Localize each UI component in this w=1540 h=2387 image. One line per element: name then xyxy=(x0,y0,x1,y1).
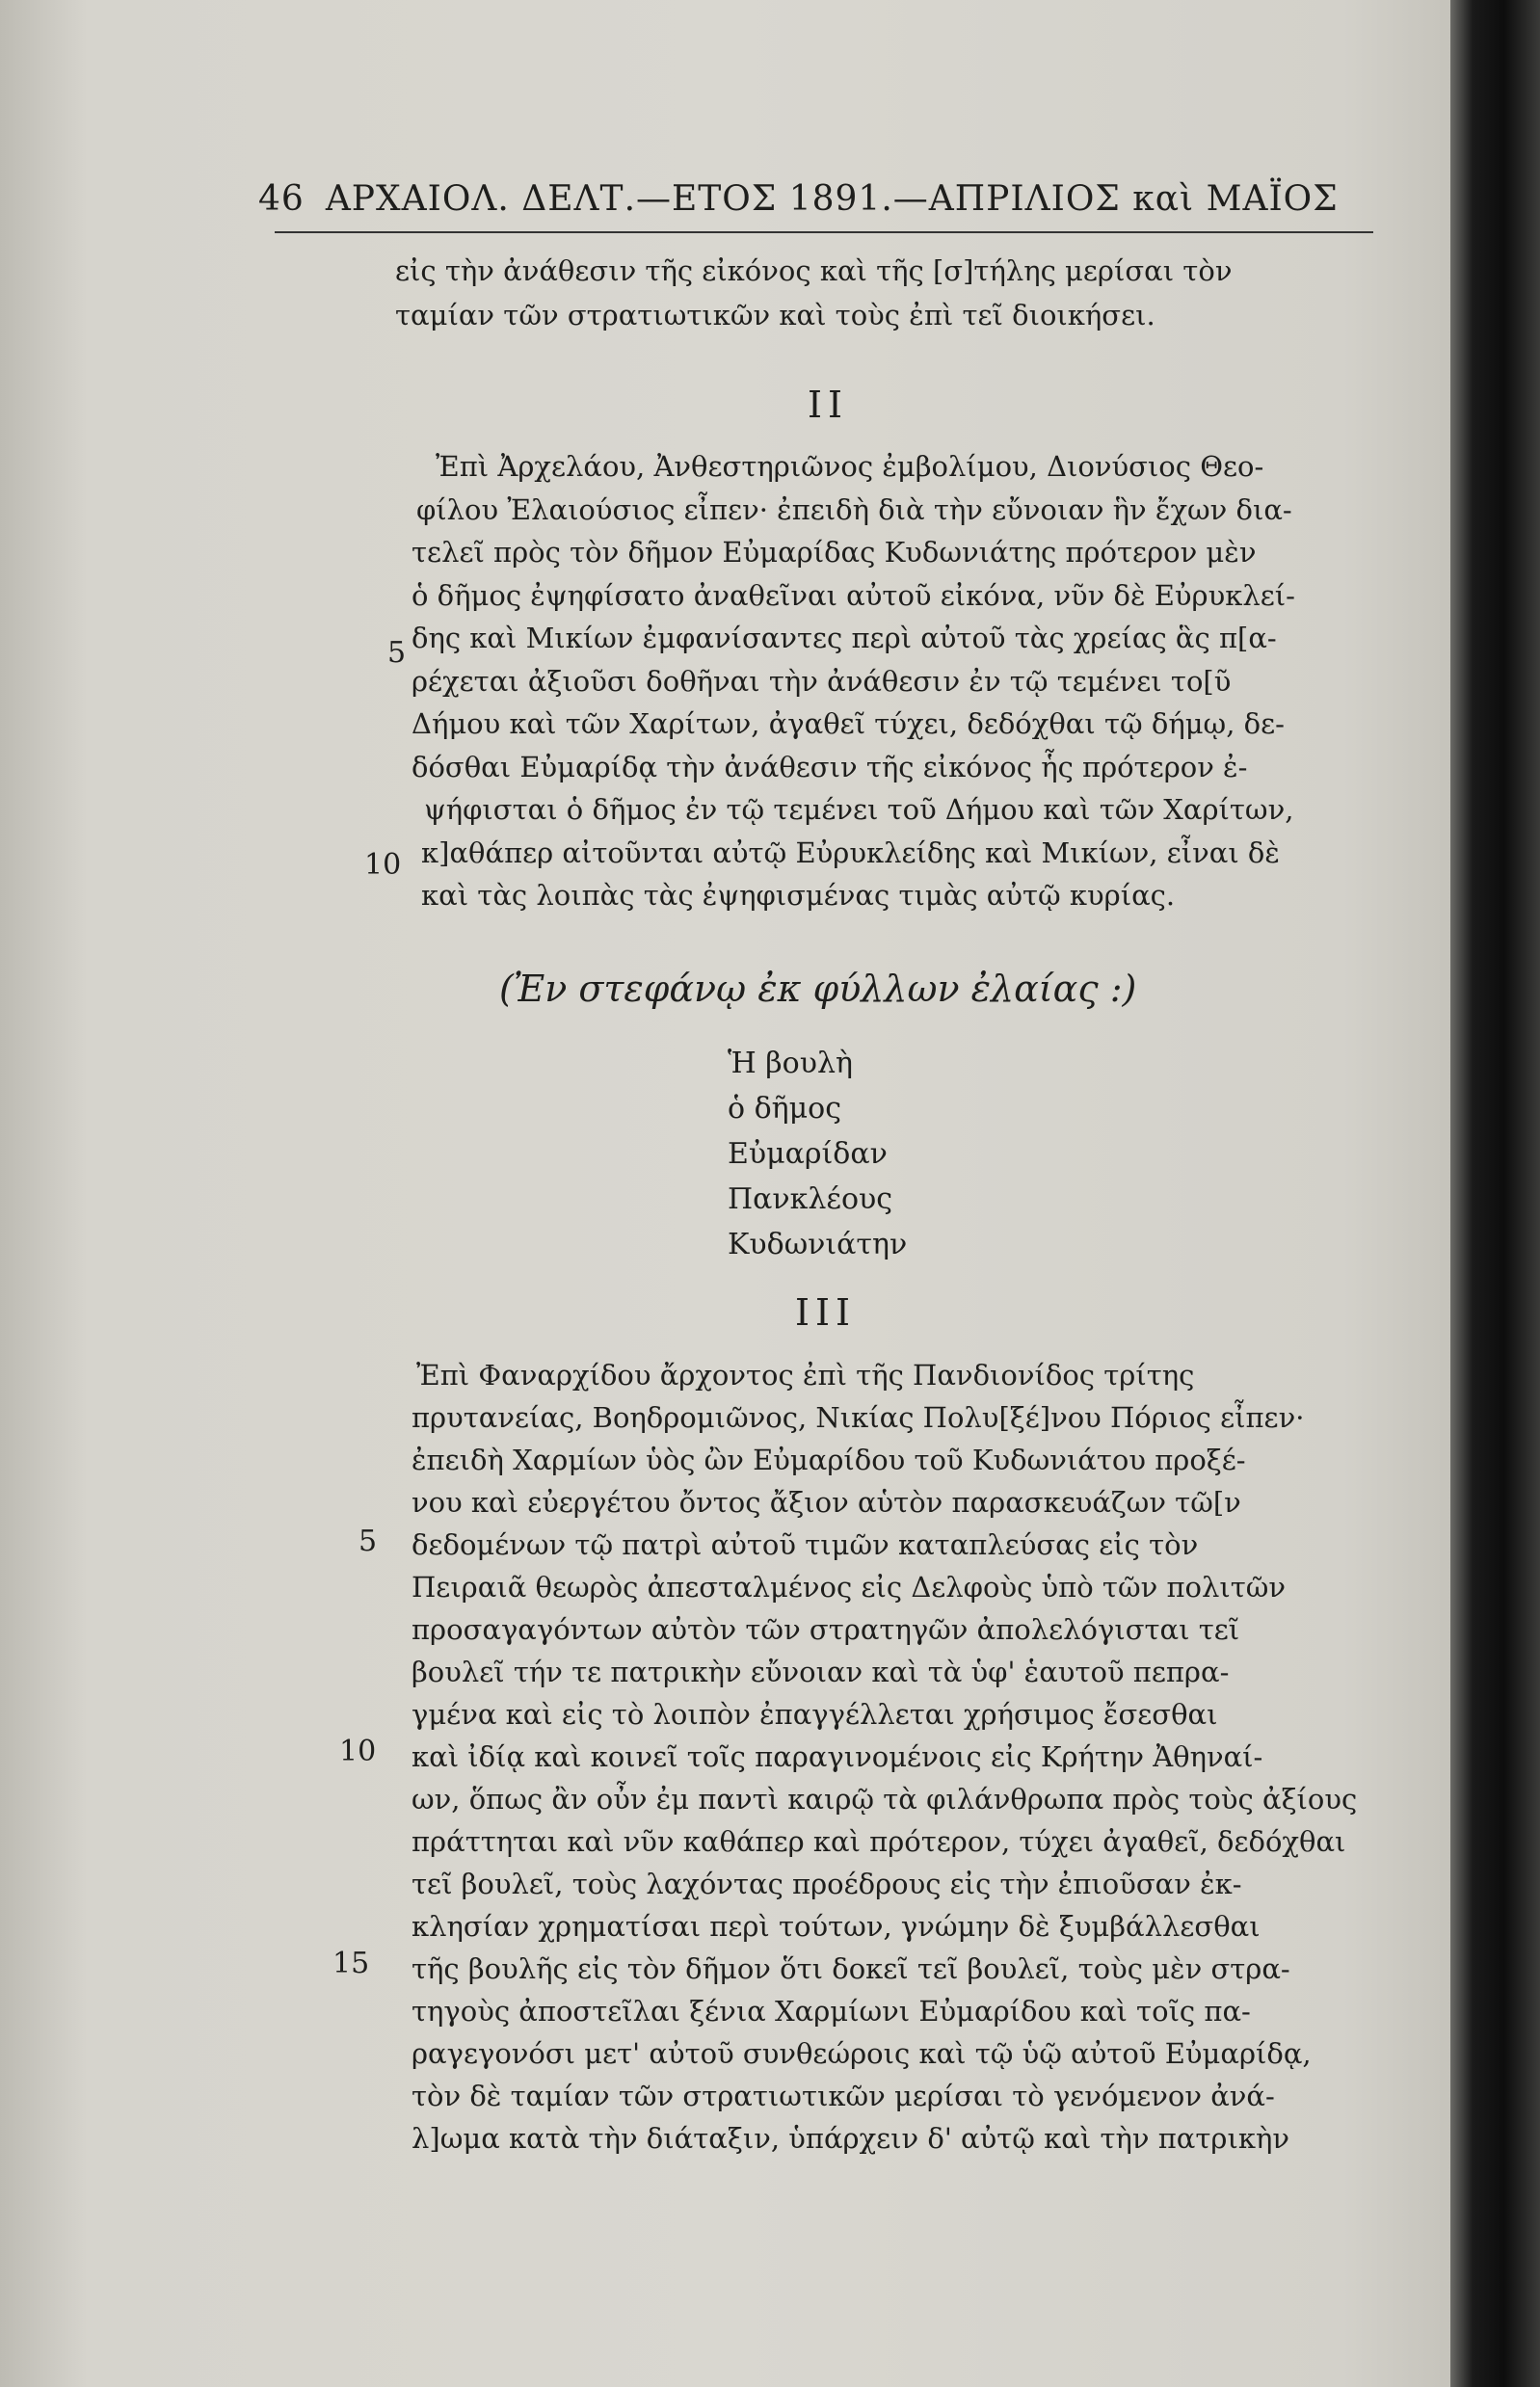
section-iii-text xyxy=(412,1354,1380,2160)
header-rule xyxy=(275,231,1373,233)
text-line: Ἐπὶ Ἀρχελάου, Ἀνθεστηριῶνος ἐμβολίμου, Διονύσιος Θεο- xyxy=(436,450,1264,483)
wreath-line: ὁ δῆμος xyxy=(728,1092,841,1126)
text-line: νου καὶ εὐεργέτου ὄντος ἄξιον αὑτὸν παρασκευάζων τῶ[ν xyxy=(412,1486,1241,1519)
text-line: τελεῖ πρὸς τὸν δῆμον Εὐμαρίδας Κυδωνιάτης πρότερον μὲν xyxy=(412,536,1257,569)
page-number: 46 xyxy=(258,179,305,219)
text-line: πρυτανείας, Βοηδρομιῶνος, Νικίας Πολυ[ξέ]νου Πόριος εἶπεν· xyxy=(412,1401,1305,1434)
text-line: ταμίαν τῶν στρατιωτικῶν καὶ τοὺς ἐπὶ τεῖ διοικήσει. xyxy=(395,299,1155,332)
text-line: δόσθαι Εὐμαρίδᾳ τὴν ἀνάθεσιν τῆς εἰκόνος ἧς πρότερον ἐ- xyxy=(412,750,1248,783)
text-line: δεδομένων τῷ πατρὶ αὐτοῦ τιμῶν καταπλεύσας εἰς τὸν xyxy=(412,1528,1199,1561)
wreath-line: Κυδωνιάτην xyxy=(728,1228,908,1261)
line-number: 10 xyxy=(364,848,402,882)
wreath-inscription xyxy=(728,1041,907,1267)
text-line: προσαγαγόντων αὐτὸν τῶν στρατηγῶν ἀπολελόγισται τεῖ xyxy=(412,1613,1240,1646)
section-ii-text xyxy=(412,445,1332,917)
running-title: ΑΡΧΑΙΟΛ. ΔΕΛΤ.—ΕΤΟΣ 1891.—ΑΠΡΙΛΙΟΣ καὶ ΜΑΪΟΣ xyxy=(325,179,1339,219)
text-line: Ἐπὶ Φαναρχίδου ἄρχοντος ἐπὶ τῆς Πανδιονίδος τρίτης xyxy=(416,1359,1195,1392)
text-line: ρέχεται ἀξιοῦσι δοθῆναι τὴν ἀνάθεσιν ἐν τῷ τεμένει το[ῦ xyxy=(412,664,1232,698)
intro-text xyxy=(395,249,1232,337)
text-line: τῆς βουλῆς εἰς τὸν δῆμον ὅτι δοκεῖ τεῖ βουλεῖ, τοὺς μὲν στρα- xyxy=(412,1952,1290,1985)
text-line: πράττηται καὶ νῦν καθάπερ καὶ πρότερον, τύχει ἀγαθεῖ, δεδόχθαι xyxy=(412,1825,1346,1858)
line-number: 15 xyxy=(332,1947,370,1980)
wreath-caption: (Ἐν στεφάνῳ ἐκ φύλλων ἐλαίας :) xyxy=(499,968,1137,1010)
wreath-line: Εὐμαρίδαν xyxy=(728,1137,888,1171)
line-number: 5 xyxy=(358,1525,378,1558)
text-line: καὶ ἰδίᾳ καὶ κοινεῖ τοῖς παραγινομένοις εἰς Κρήτην Ἀθηναί- xyxy=(412,1740,1263,1773)
text-line: γμένα καὶ εἰς τὸ λοιπὸν ἐπαγγέλλεται χρήσιμος ἔσεσθαι xyxy=(412,1698,1218,1731)
text-line: τεῖ βουλεῖ, τοὺς λαχόντας προέδρους εἰς τὴν ἐπιοῦσαν ἐκ- xyxy=(412,1868,1242,1900)
wreath-line: Πανκλέους xyxy=(728,1182,893,1216)
running-header xyxy=(258,179,1339,219)
text-line: τηγοὺς ἀποστεῖλαι ξένια Χαρμίωνι Εὐμαρίδου καὶ τοῖς πα- xyxy=(412,1995,1251,2028)
text-line: καὶ τὰς λοιπὰς τὰς ἐψηφισμένας τιμὰς αὐτῷ κυρίας. xyxy=(421,879,1176,912)
text-line: ἐπειδὴ Χαρμίων ὑὸς ὢν Εὐμαρίδου τοῦ Κυδωνιάτου προξέ- xyxy=(412,1444,1246,1476)
text-line: Δήμου καὶ τῶν Χαρίτων, ἀγαθεῖ τύχει, δεδόχθαι τῷ δήμῳ, δε- xyxy=(412,707,1285,740)
text-line: ραγεγονόσι μετ' αὐτοῦ συνθεώροις καὶ τῷ ὑῷ αὐτοῦ Εὐμαρίδᾳ, xyxy=(412,2037,1312,2070)
text-line: λ]ωμα κατὰ τὴν διάταξιν, ὑπάρχειν δ' αὐτῷ καὶ τὴν πατρικὴν xyxy=(412,2122,1289,2155)
text-line: ων, ὅπως ἂν οὖν ἐμ παντὶ καιρῷ τὰ φιλάνθρωπα πρὸς τοὺς ἀξίους xyxy=(412,1783,1358,1816)
text-line: εἰς τὴν ἀνάθεσιν τῆς εἰκόνος καὶ τῆς [σ]τήλης μερίσαι τὸν xyxy=(395,254,1233,287)
text-line: δης καὶ Μικίων ἐμφανίσαντες περὶ αὐτοῦ τὰς χρείας ἃς π[α- xyxy=(412,622,1277,654)
book-spine xyxy=(1450,0,1540,2387)
text-line: Πειραιᾶ θεωρὸς ἀπεσταλμένος εἰς Δελφοὺς ὑπὸ τῶν πολιτῶν xyxy=(412,1571,1287,1604)
section-heading-ii: II xyxy=(808,384,849,426)
text-line: κλησίαν χρηματίσαι περὶ τούτων, γνώμην δὲ ξυμβάλλεσθαι xyxy=(412,1910,1261,1943)
section-heading-iii: III xyxy=(795,1291,857,1334)
text-line: βουλεῖ τήν τε πατρικὴν εὔνοιαν καὶ τὰ ὑφ' ἑαυτοῦ πεπρα- xyxy=(412,1656,1230,1688)
text-line: ὁ δῆμος ἐψηφίσατο ἀναθεῖναι αὐτοῦ εἰκόνα, νῦν δὲ Εὐρυκλεί- xyxy=(412,578,1295,612)
text-line: φίλου Ἐλαιούσιος εἶπεν· ἐπειδὴ διὰ τὴν εὔνοιαν ἣν ἔχων δια- xyxy=(416,492,1292,526)
text-line: κ]αθάπερ αἰτοῦνται αὐτῷ Εὐρυκλείδης καὶ Μικίων, εἶναι δὲ xyxy=(421,835,1280,869)
line-number: 5 xyxy=(387,636,407,670)
line-number: 10 xyxy=(339,1735,377,1768)
wreath-line: Ἡ βουλὴ xyxy=(728,1047,853,1080)
text-line: τὸν δὲ ταμίαν τῶν στρατιωτικῶν μερίσαι τὸ γενόμενον ἀνά- xyxy=(412,2080,1275,2112)
text-line: ψήφισται ὁ δῆμος ἐν τῷ τεμένει τοῦ Δήμου καὶ τῶν Χαρίτων, xyxy=(424,793,1294,826)
